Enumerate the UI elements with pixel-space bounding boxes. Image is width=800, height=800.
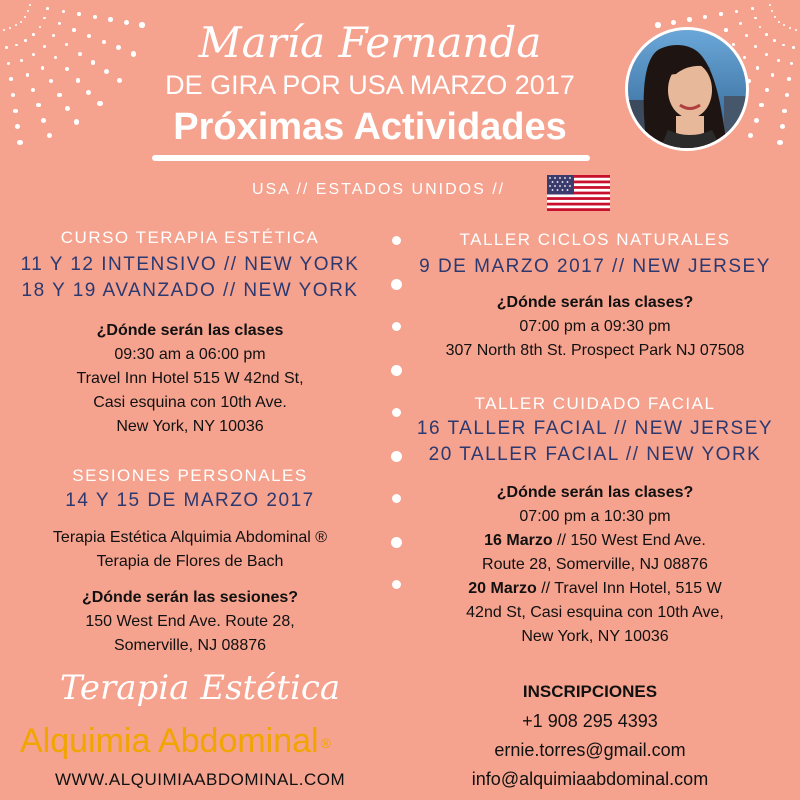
decorative-dot (91, 60, 96, 65)
facial-16-text: // 150 West End Ave. (552, 532, 706, 549)
course-line-1: 11 Y 12 INTENSIVO // NEW YORK (20, 254, 360, 275)
ciclos-where-label: ¿Dónde serán las clases? (496, 294, 694, 311)
decorative-dot (15, 124, 20, 129)
decorative-dot (29, 4, 31, 6)
decorative-dot (703, 15, 707, 19)
tour-subtitle: DE GIRA POR USA MARZO 2017 (165, 70, 575, 100)
email-2[interactable]: info@alquimiaabdominal.com (471, 769, 709, 789)
brand-script: Terapia Estética (59, 668, 341, 708)
ciclos-title: TALLER CICLOS NATURALES (459, 230, 731, 249)
decorative-dot (17, 140, 23, 146)
decorative-dot (759, 103, 764, 108)
course-line-2: 18 Y 19 AVANZADO // NEW YORK (21, 280, 359, 301)
decorative-dot (52, 34, 55, 37)
decorative-dot (795, 29, 797, 31)
decorative-dot (57, 93, 62, 98)
divider-dot (392, 580, 401, 589)
decorative-dot (780, 124, 785, 129)
decorative-dot (13, 109, 18, 114)
phone-number[interactable]: +1 908 295 4393 (522, 711, 658, 731)
decorative-dot (792, 46, 795, 49)
sessions-items (0, 526, 380, 574)
facial-20-line (410, 577, 780, 601)
decorative-dot (117, 78, 123, 84)
decorative-dot (32, 33, 35, 36)
registered-mark: ® (320, 735, 331, 752)
decorative-dot (739, 22, 742, 25)
decorative-dot (43, 45, 46, 48)
decorative-dot (78, 52, 82, 56)
decorative-dot (41, 66, 45, 70)
ciclos-detail-line: 307 North 8th St. Prospect Park NJ 07508 (445, 342, 745, 359)
decorative-dot (104, 69, 109, 74)
decorative-dot (124, 20, 129, 25)
facial-20-line2: 42nd St, Casi esquina con 10th Ave, (466, 604, 724, 621)
decorative-dot (31, 88, 35, 92)
sessions-item: Terapia Estética Alquimia Abdominal ® (52, 529, 328, 546)
decorative-dot (15, 24, 17, 26)
divider-dot (391, 537, 402, 548)
decorative-dot (759, 26, 762, 29)
decorative-dot (11, 93, 15, 97)
decorative-dot (756, 66, 760, 70)
decorative-dot (7, 62, 10, 65)
decorative-dot (790, 62, 793, 65)
decorative-dot (76, 78, 81, 83)
decorative-dot (27, 10, 29, 12)
decorative-dot (783, 24, 785, 26)
us-flag-icon (547, 175, 610, 211)
decorative-dot (93, 15, 97, 19)
decorative-dot (43, 17, 46, 20)
facial-where-label: ¿Dónde serán las clases? (496, 484, 694, 501)
decorative-dot (26, 73, 30, 77)
sessions-address-line: 150 West End Ave. Route 28, (85, 613, 295, 630)
decorative-dot (785, 93, 789, 97)
profile-photo (625, 27, 749, 151)
decorative-dot (9, 27, 11, 29)
decorative-dot (54, 56, 58, 60)
decorative-dot (655, 22, 661, 28)
divider-dot (391, 365, 402, 376)
sessions-address (0, 610, 380, 658)
decorative-dot (745, 34, 748, 37)
decorative-dot (782, 109, 787, 114)
decorative-dot (9, 77, 13, 81)
decorative-dot (58, 22, 61, 25)
sessions-item: Terapia de Flores de Bach (96, 553, 284, 570)
facial-details (410, 505, 780, 649)
decorative-dot (789, 27, 791, 29)
decorative-dot (32, 53, 35, 56)
course-detail-line: Travel Inn Hotel 515 W 42nd St, (76, 370, 304, 387)
facial-line-1: 16 TALLER FACIAL // NEW JERSEY (416, 418, 774, 439)
facial-time: 07:00 pm a 10:30 pm (519, 508, 671, 525)
decorative-dot (49, 79, 53, 83)
sessions-date: 14 Y 15 DE MARZO 2017 (65, 490, 315, 511)
course-detail-line: New York, NY 10036 (116, 418, 264, 435)
decorative-dot (769, 4, 771, 6)
decorative-dot (139, 22, 145, 28)
inscripciones-heading: INSCRIPCIONES (522, 682, 658, 701)
decorative-dot (20, 59, 23, 62)
ciclos-details (410, 315, 780, 363)
brand-name-text: Alquimia Abdominal (20, 722, 319, 760)
ciclos-date: 9 DE MARZO 2017 // NEW JERSEY (419, 256, 771, 277)
decorative-dot (754, 45, 757, 48)
decorative-dot (754, 118, 759, 123)
divider-dot (392, 494, 401, 503)
decorative-dot (131, 51, 137, 57)
decorative-dot (765, 33, 768, 36)
facial-20-line3: New York, NY 10036 (521, 628, 669, 645)
decorative-dot (771, 10, 773, 12)
decorative-dot (765, 88, 769, 92)
course-detail-line: 09:30 am a 06:00 pm (114, 346, 266, 363)
course-details (0, 343, 380, 439)
decorative-dot (97, 101, 103, 107)
decorative-dot (777, 59, 780, 62)
decorative-dot (36, 103, 41, 108)
brand-name (20, 722, 331, 761)
email-1[interactable]: ernie.torres@gmail.com (494, 740, 686, 760)
facial-16-label: 16 Marzo (484, 532, 553, 549)
course-title: CURSO TERAPIA ESTÉTICA (60, 228, 320, 247)
decorative-dot (773, 39, 776, 42)
decorative-dot (65, 106, 70, 111)
decorative-dot (3, 29, 5, 31)
facial-20-text: // Travel Inn Hotel, 515 W (536, 580, 722, 597)
decorative-dot (771, 73, 775, 77)
decorative-dot (102, 40, 107, 45)
name-heading: María Fernanda (198, 18, 542, 67)
decorative-dot (787, 77, 791, 81)
decorative-dot (15, 44, 18, 47)
decorative-dot (116, 45, 121, 50)
decorative-dot (20, 21, 22, 23)
decorative-dot (86, 90, 91, 95)
decorative-dot (74, 119, 80, 125)
decorative-dot (782, 44, 785, 47)
decorative-dot (687, 17, 692, 22)
course-where-label: ¿Dónde serán las clases (96, 322, 284, 339)
facial-line-2: 20 TALLER FACIAL // NEW YORK (428, 444, 762, 465)
facial-16-line2: Route 28, Somerville, NJ 08876 (482, 556, 708, 573)
page-title: Próximas Actividades (173, 106, 567, 148)
divider-dot (391, 279, 402, 290)
decorative-dot (5, 46, 8, 49)
website-link[interactable]: WWW.ALQUIMIAABDOMINAL.COM (55, 770, 346, 789)
decorative-dot (72, 28, 76, 32)
country-label: USA // ESTADOS UNIDOS // (252, 181, 506, 198)
decorative-dot (24, 16, 26, 18)
decorative-dot (65, 43, 69, 47)
decorative-dot (671, 20, 676, 25)
divider-dot (391, 451, 402, 462)
decorative-dot (24, 39, 27, 42)
course-detail-line: Casi esquina con 10th Ave. (93, 394, 287, 411)
decorative-dot (735, 10, 738, 13)
decorative-dot (765, 53, 768, 56)
decorative-dot (41, 118, 46, 123)
sessions-address-line: Somerville, NJ 08876 (113, 637, 267, 654)
decorative-dot (65, 67, 69, 71)
ciclos-detail-line: 07:00 pm a 09:30 pm (519, 318, 671, 335)
facial-16-line (410, 529, 780, 553)
sessions-title: SESIONES PERSONALES (72, 466, 308, 485)
decorative-dot (108, 17, 113, 22)
sessions-where-label: ¿Dónde serán las sesiones? (81, 589, 299, 606)
decorative-dot (751, 7, 754, 10)
decorative-dot (46, 7, 49, 10)
decorative-dot (77, 12, 81, 16)
decorative-dot (778, 21, 780, 23)
facial-title: TALLER CUIDADO FACIAL (474, 394, 716, 413)
decorative-dot (777, 140, 783, 146)
decorative-dot (774, 16, 776, 18)
title-underline (152, 155, 590, 161)
decorative-dot (754, 17, 757, 20)
divider-dot (392, 236, 401, 245)
facial-20-label: 20 Marzo (468, 580, 537, 597)
divider-dot (392, 322, 401, 331)
decorative-dot (724, 28, 728, 32)
decorative-dot (719, 12, 723, 16)
decorative-dot (748, 133, 754, 139)
decorative-dot (47, 133, 53, 139)
decorative-dot (62, 10, 65, 13)
divider-dot (392, 408, 401, 417)
decorative-dot (87, 34, 91, 38)
decorative-dot (39, 26, 42, 29)
decorative-dot (743, 56, 747, 60)
